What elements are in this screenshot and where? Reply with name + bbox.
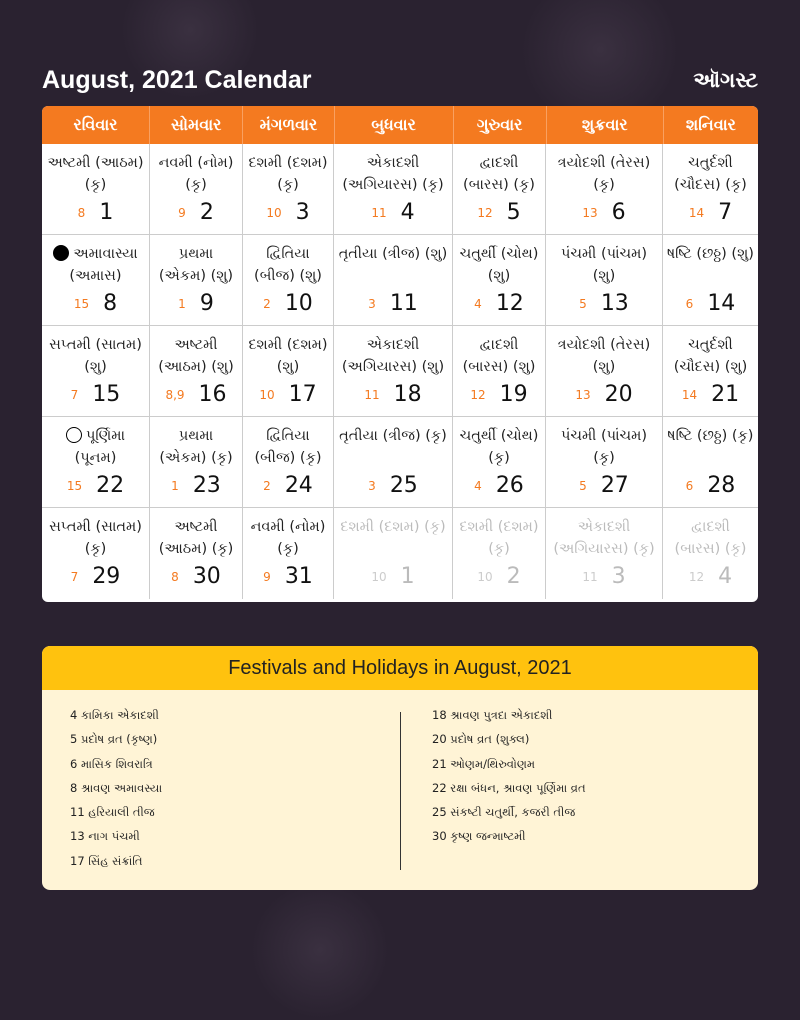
day-cell[interactable]: [243, 235, 334, 326]
date-number: 20: [604, 382, 633, 407]
tithi-label: [667, 152, 754, 196]
weekday-header-row: [42, 106, 758, 144]
tithi-label: [457, 516, 541, 560]
tithi-number: 8,9: [165, 388, 185, 402]
tithi-label: [247, 152, 329, 196]
tithi-number: 9: [263, 570, 271, 584]
festivals-list-right: [432, 708, 586, 854]
day-numbers: [546, 473, 662, 498]
day-cell[interactable]: [334, 326, 453, 417]
day-cell[interactable]: [243, 326, 334, 417]
date-number: 15: [92, 382, 121, 407]
date-number: 13: [600, 291, 629, 316]
day-cell[interactable]: [243, 417, 334, 508]
tithi-number: 10: [266, 206, 282, 220]
tithi-number: 11: [582, 570, 598, 584]
day-cell[interactable]: [243, 508, 334, 599]
date-number: 6: [611, 200, 626, 225]
date-number: 2: [506, 564, 521, 589]
tithi-label: [247, 516, 329, 560]
tithi-text: એકાદશી (અગિયારસ) (કૃ): [342, 155, 444, 193]
day-numbers: [150, 382, 242, 407]
day-cell[interactable]: [453, 417, 546, 508]
tithi-text: ચતુર્થી (ચોથ) (શુ): [459, 246, 539, 284]
day-cell[interactable]: [546, 326, 663, 417]
tithi-number: 2: [263, 297, 271, 311]
day-cell[interactable]: [334, 235, 453, 326]
day-cell[interactable]: [243, 144, 334, 235]
date-number: 7: [718, 200, 733, 225]
tithi-label: [247, 243, 329, 287]
tithi-number: 7: [70, 570, 79, 584]
calendar-grid: [42, 106, 758, 602]
tithi-text: પૂર્ણિમા (પૂનમ): [74, 428, 126, 466]
tithi-number: 13: [575, 388, 591, 402]
festival-item: 18 શ્રાવણ પુત્રદા એકાદશી: [432, 708, 553, 722]
tithi-number: 3: [368, 297, 376, 311]
tithi-text: પંચમી (પાંચમ) (કૃ): [560, 428, 648, 466]
tithi-text: અષ્ટમી (આઠમ) (કૃ): [158, 519, 234, 557]
tithi-label: [667, 516, 754, 560]
day-cell[interactable]: [150, 144, 243, 235]
tithi-label: [247, 334, 329, 378]
tithi-number: 12: [470, 388, 486, 402]
festival-item: 17 સિંહ સંક્રાંતિ: [70, 853, 143, 868]
date-number: 16: [198, 382, 227, 407]
tithi-label: [338, 152, 448, 196]
tithi-text: નવમી (નોમ) (કૃ): [250, 519, 326, 557]
date-number: 8: [103, 291, 118, 316]
tithi-text: દશમી (દશમ) (કૃ): [248, 155, 328, 193]
day-cell[interactable]: [546, 508, 663, 599]
date-number: 30: [192, 564, 221, 589]
tithi-number: 1: [178, 297, 186, 311]
tithi-label: [457, 243, 541, 287]
day-cell[interactable]: [453, 508, 546, 599]
day-cell[interactable]: [453, 326, 546, 417]
date-number: 19: [499, 382, 528, 407]
tithi-text: દશમી (દશમ) (કૃ): [459, 519, 539, 557]
day-numbers: [243, 564, 333, 589]
day-numbers: [243, 291, 333, 316]
tithi-text: ત્રયોદશી (તેરસ) (શુ): [557, 337, 651, 375]
tithi-text: ચતુર્થી (ચોથ) (કૃ): [459, 428, 539, 466]
date-number: 31: [284, 564, 313, 589]
tithi-number: 10: [371, 570, 387, 584]
tithi-number: 5: [579, 297, 587, 311]
month-name-gujarati: ઑગસ્ટ: [693, 68, 758, 92]
festival-item: 20 પ્રદોષ વ્રત (શુક્લ): [432, 732, 530, 747]
date-number: 26: [495, 473, 524, 498]
tithi-number: 15: [66, 479, 83, 493]
day-cell[interactable]: [546, 144, 663, 235]
tithi-label: [154, 334, 238, 378]
festivals-panel: [42, 646, 758, 890]
festival-item: 30 કૃષ્ણ જન્માષ્ટમી: [432, 829, 526, 844]
day-numbers: [663, 200, 758, 225]
weekday-2: મંગળવાર: [243, 106, 334, 144]
day-numbers: [243, 473, 333, 498]
day-numbers: [42, 564, 149, 589]
tithi-label: [550, 425, 658, 469]
day-numbers: [243, 382, 333, 407]
tithi-number: 3: [368, 479, 376, 493]
tithi-number: 1: [171, 479, 179, 493]
day-numbers: [663, 291, 758, 316]
tithi-number: 2: [263, 479, 271, 493]
day-cell[interactable]: [453, 144, 546, 235]
day-cell[interactable]: [150, 235, 243, 326]
day-cell[interactable]: [663, 144, 758, 235]
tithi-label: [667, 334, 754, 378]
tithi-text: દશમી (દશમ) (શુ): [248, 337, 328, 375]
festival-item: 25 સંકષ્ટી ચતુર્થી, કજરી તીજ: [432, 805, 576, 820]
tithi-number: 4: [474, 297, 482, 311]
day-numbers: [334, 200, 452, 225]
tithi-label: [247, 425, 329, 469]
tithi-label: [457, 334, 541, 378]
festival-item: 11 હરિયાલી તીજ: [70, 805, 155, 820]
tithi-number: 12: [688, 570, 705, 584]
weekday-4: ગુરુવાર: [454, 106, 547, 144]
tithi-label: [338, 516, 448, 538]
tithi-number: 7: [70, 388, 79, 402]
tithi-number: 11: [364, 388, 380, 402]
tithi-text: પ્રથમા (એકમ) (કૃ): [159, 428, 233, 466]
festivals-divider: [400, 712, 401, 870]
date-number: 3: [611, 564, 626, 589]
tithi-number: 10: [259, 388, 275, 402]
festival-item: 4 કામિકા એકાદશી: [70, 708, 159, 722]
day-numbers: [42, 200, 149, 225]
day-numbers: [42, 291, 149, 316]
tithi-label: [667, 425, 754, 447]
tithi-label: [154, 425, 238, 469]
date-number: 27: [600, 473, 629, 498]
tithi-text: તૃતીયા (ત્રીજ) (કૃ): [339, 428, 447, 444]
tithi-text: દ્વિતિયા (બીજ) (કૃ): [254, 428, 322, 466]
day-cell[interactable]: [42, 144, 150, 235]
day-cell[interactable]: [42, 508, 150, 599]
day-numbers: [42, 382, 149, 407]
tithi-text: દ્વાદશી (બારસ) (કૃ): [463, 155, 535, 193]
week-row: [42, 508, 758, 599]
date-number: 18: [393, 382, 422, 407]
tithi-text: દ્વાદશી (બારસ) (શુ): [462, 337, 536, 375]
day-cell[interactable]: [42, 417, 150, 508]
tithi-number: 9: [178, 206, 186, 220]
tithi-text: ષષ્ટિ (છઠ્ઠ) (કૃ): [667, 428, 754, 444]
day-cell[interactable]: [150, 508, 243, 599]
day-cell[interactable]: [546, 235, 663, 326]
festivals-title: Festivals and Holidays in August, 2021: [42, 646, 758, 690]
tithi-label: [46, 152, 145, 196]
week-row: [42, 417, 758, 508]
week-row: [42, 144, 758, 235]
day-cell[interactable]: [546, 417, 663, 508]
tithi-text: એકાદશી (અગિયારસ) (શુ): [341, 337, 445, 375]
day-numbers: [334, 382, 452, 407]
day-numbers: [453, 564, 545, 589]
tithi-text: દશમી (દશમ) (કૃ): [340, 519, 446, 535]
tithi-label: [338, 334, 448, 378]
date-number: 23: [192, 473, 221, 498]
tithi-label: [457, 425, 541, 469]
tithi-text: ચતુર્દશી (ચૌદસ) (શુ): [673, 337, 748, 375]
tithi-number: 4: [474, 479, 482, 493]
day-numbers: [546, 291, 662, 316]
day-numbers: [663, 382, 758, 407]
tithi-text: દ્વાદશી (બારસ) (કૃ): [674, 519, 747, 557]
date-number: 5: [506, 200, 521, 225]
date-number: 28: [707, 473, 736, 498]
date-number: 4: [718, 564, 733, 589]
tithi-text: પ્રથમા (એકમ) (શુ): [158, 246, 234, 284]
day-cell[interactable]: [663, 417, 758, 508]
week-row: [42, 326, 758, 417]
day-numbers: [334, 291, 452, 316]
calendar-days: [42, 144, 758, 599]
weekday-0: રવિવાર: [42, 106, 150, 144]
weekday-3: બુધવાર: [335, 106, 454, 144]
festival-item: 22 રક્ષા બંધન, શ્રાવણ પૂર્ણિમા વ્રત: [432, 780, 586, 795]
day-numbers: [663, 564, 758, 589]
tithi-label: [550, 516, 658, 560]
day-cell[interactable]: [334, 508, 453, 599]
tithi-number: 8: [171, 570, 179, 584]
day-numbers: [334, 473, 452, 498]
day-numbers: [334, 564, 452, 589]
date-number: 10: [284, 291, 313, 316]
day-cell[interactable]: [150, 326, 243, 417]
day-cell[interactable]: [150, 417, 243, 508]
tithi-label: [46, 516, 145, 560]
day-numbers: [546, 382, 662, 407]
day-cell[interactable]: [334, 144, 453, 235]
date-number: 29: [92, 564, 121, 589]
tithi-text: દ્વિતિયા (બીજ) (શુ): [254, 246, 322, 284]
calendar-header: [42, 64, 758, 98]
tithi-label: [338, 243, 448, 265]
date-number: 12: [495, 291, 524, 316]
week-row: [42, 235, 758, 326]
tithi-label: [550, 243, 658, 287]
tithi-label: [46, 425, 145, 469]
day-numbers: [42, 473, 149, 498]
day-cell[interactable]: [663, 235, 758, 326]
day-numbers: [453, 291, 545, 316]
full-moon-icon: [66, 427, 82, 443]
tithi-text: ષષ્ટિ (છઠ્ઠ) (શુ): [667, 246, 754, 262]
tithi-text: એકાદશી (અગિયારસ) (કૃ): [553, 519, 655, 557]
day-cell[interactable]: [453, 235, 546, 326]
tithi-number: 12: [477, 206, 493, 220]
page-title: August, 2021 Calendar: [42, 66, 312, 94]
day-numbers: [243, 200, 333, 225]
tithi-number: 14: [681, 388, 698, 402]
date-number: 24: [284, 473, 313, 498]
tithi-number: 10: [477, 570, 493, 584]
date-number: 17: [288, 382, 317, 407]
festival-item: 13 નાગ પંચમી: [70, 829, 140, 844]
date-number: 11: [389, 291, 418, 316]
tithi-text: ચતુર્દશી (ચૌદસ) (કૃ): [674, 155, 747, 193]
tithi-number: 11: [371, 206, 387, 220]
festival-item: 5 પ્રદોષ વ્રત (કૃષ્ણ): [70, 732, 158, 747]
day-numbers: [150, 473, 242, 498]
day-numbers: [546, 564, 662, 589]
day-numbers: [663, 473, 758, 498]
weekday-6: શનિવાર: [685, 115, 736, 134]
tithi-number: 13: [582, 206, 598, 220]
tithi-label: [154, 516, 238, 560]
date-number: 21: [711, 382, 740, 407]
tithi-label: [154, 152, 238, 196]
date-number: 2: [199, 200, 214, 225]
tithi-number: 14: [688, 206, 705, 220]
tithi-text: પંચમી (પાંચમ) (શુ): [560, 246, 648, 284]
tithi-label: [457, 152, 541, 196]
day-cell[interactable]: [663, 508, 758, 599]
day-cell[interactable]: [334, 417, 453, 508]
date-number: 25: [389, 473, 418, 498]
date-number: 22: [96, 473, 125, 498]
weekday-1: સોમવાર: [150, 106, 243, 144]
tithi-number: 6: [685, 479, 694, 493]
date-number: 9: [199, 291, 214, 316]
day-numbers: [453, 200, 545, 225]
day-cell[interactable]: [663, 326, 758, 417]
weekday-5: શુક્રવાર: [547, 106, 664, 144]
festival-item: 6 માસિક શિવરાત્રિ: [70, 756, 153, 771]
date-number: 1: [400, 564, 415, 589]
day-numbers: [453, 382, 545, 407]
day-numbers: [150, 564, 242, 589]
tithi-number: 15: [73, 297, 90, 311]
tithi-text: સપ્તમી (સાતમ) (શુ): [49, 337, 142, 375]
festival-item: 21 ઓણમ/થિરુવોણમ: [432, 756, 535, 771]
tithi-label: [46, 243, 145, 287]
tithi-number: 6: [685, 297, 694, 311]
tithi-label: [46, 334, 145, 378]
day-numbers: [150, 200, 242, 225]
tithi-text: અષ્ટમી (આઠમ) (શુ): [158, 337, 234, 375]
date-number: 4: [400, 200, 415, 225]
day-numbers: [453, 473, 545, 498]
tithi-label: [154, 243, 238, 287]
day-cell[interactable]: [42, 235, 150, 326]
tithi-text: નવમી (નોમ) (કૃ): [158, 155, 234, 193]
tithi-label: [667, 243, 754, 265]
date-number: 1: [99, 200, 114, 225]
tithi-text: અમાવાસ્યા (અમાસ): [69, 246, 138, 284]
tithi-number: 8: [77, 206, 86, 220]
background-firework: [250, 880, 390, 1020]
tithi-label: [338, 425, 448, 447]
tithi-text: સપ્તમી (સાતમ) (કૃ): [49, 519, 142, 557]
tithi-text: ત્રયોદશી (તેરસ) (કૃ): [557, 155, 651, 193]
day-cell[interactable]: [42, 326, 150, 417]
tithi-label: [550, 334, 658, 378]
day-numbers: [150, 291, 242, 316]
tithi-label: [550, 152, 658, 196]
festival-item: 8 શ્રાવણ અમાવસ્યા: [70, 780, 163, 795]
date-number: 3: [295, 200, 310, 225]
tithi-text: તૃતીયા (ત્રીજ) (શુ): [338, 246, 448, 262]
tithi-number: 5: [579, 479, 587, 493]
tithi-text: અષ્ટમી (આઠમ) (કૃ): [47, 155, 144, 193]
day-numbers: [546, 200, 662, 225]
new-moon-icon: [53, 245, 69, 261]
date-number: 14: [707, 291, 736, 316]
festivals-list-left: [70, 708, 162, 878]
